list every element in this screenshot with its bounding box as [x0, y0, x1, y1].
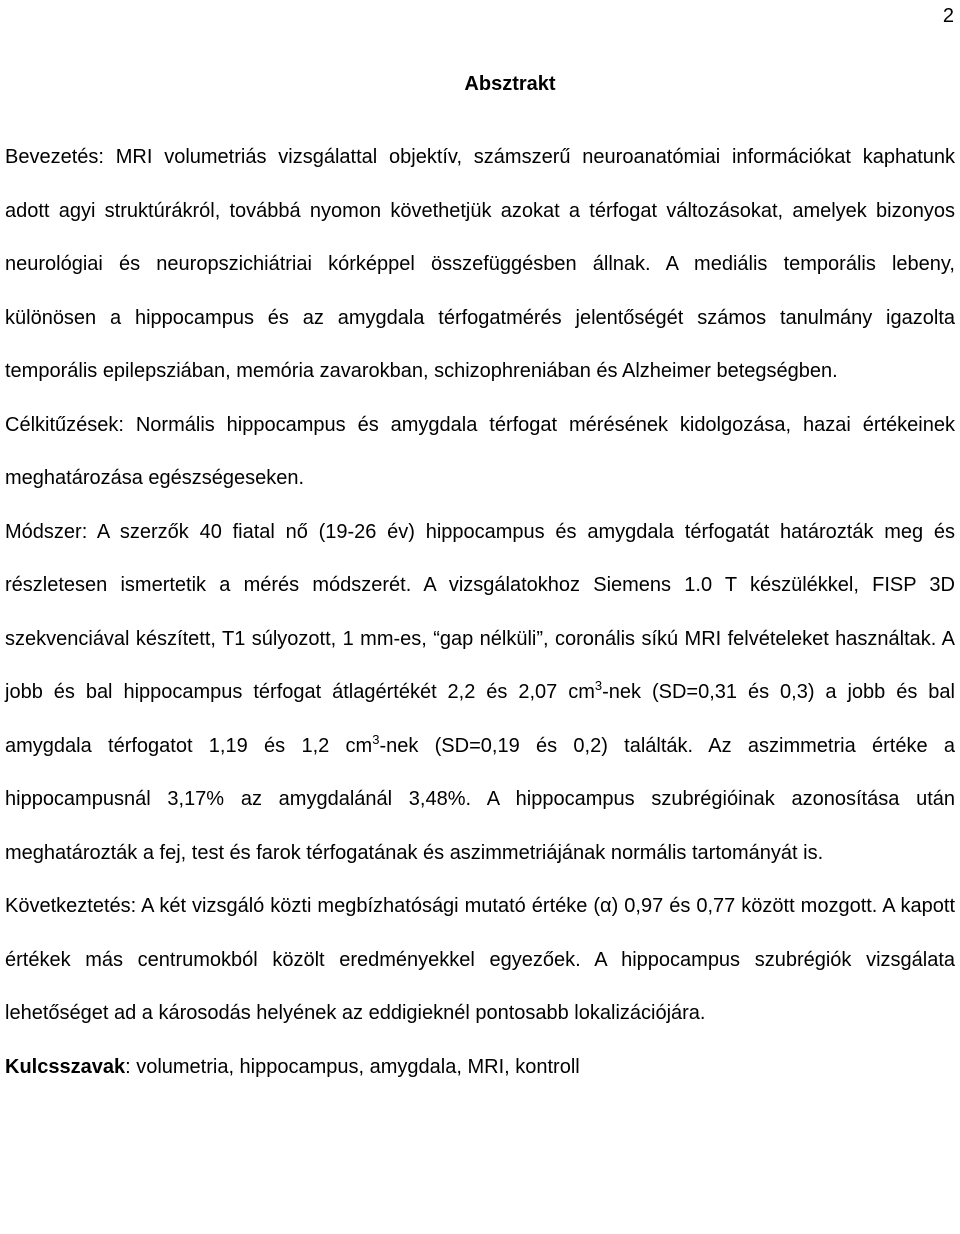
keywords-paragraph — [5, 1041, 955, 1095]
page-number: 2 — [942, 5, 954, 27]
methods-text-part1: Módszer: A szerzők 40 fiatal nő (19-26 év) hippocampus és amygdala térfogatát határozták meg és részletesen ismertetik a mérés módszerét. A vizsgálatokhoz Siemens 1.0 T készülékkel, FISP 3D szekvenciával készített, T1 súlyozott, 1 mm-es, “gap nélküli”, coronális síkú MRI felvételeket használtak. A jobb és bal hippocampus térfogat átlagértékét 2,2 és 2,07 cm — [5, 520, 955, 703]
introduction-paragraph: Bevezetés: MRI volumetriás vizsgálattal objektív, számszerű neuroanatómiai információkat kaphatunk adott agyi struktúrákról, továbbá nyomon követhetjük azokat a térfogat változásokat, amelyek bizonyos neurológiai és neuropszichiátriai kórképpel összefüggésben állnak. A mediális temporális lebeny, különösen a hippocampus és az amygdala térfogatmérés jelentőségét számos tanulmány igazolta temporális epilepsziában, memória zavarokban, schizophreniában és Alzheimer betegségben. — [5, 146, 955, 382]
keywords-label: Kulcsszavak — [5, 1055, 126, 1078]
methods-paragraph — [5, 506, 955, 881]
objectives-paragraph: Célkitűzések: Normális hippocampus és amygdala térfogat mérésének kidolgozása, hazai értékeinek meghatározása egészségeseken. — [5, 413, 955, 489]
abstract-body — [5, 131, 955, 1094]
methods-text-part2: -nek (SD=0,31 és 0,3) a jobb és bal amygdala térfogatot 1,19 és 1,2 cm — [5, 681, 955, 757]
cubic-superscript: 3 — [594, 678, 603, 693]
cubic-superscript: 3 — [372, 731, 380, 747]
methods-text-part3: -nek (SD=0,19 és 0,2) találták. Az aszimmetria értéke a hippocampusnál 3,17% az amygdalánál 3,48%. A hippocampus szubrégióinak azonosítása után meghatározták a fej, test és farok térfogatának és aszimmetriájának normális tartományát is. — [5, 734, 955, 864]
keywords-text: : volumetria, hippocampus, amygdala, MRI, kontroll — [125, 1055, 580, 1078]
abstract-title: Absztrakt — [464, 73, 556, 95]
conclusion-paragraph: Következtetés: A két vizsgáló közti megbízhatósági mutató értéke (α) 0,97 és 0,77 között mozgott. A kapott értékek más centrumokból közölt eredményekkel egyezőek. A hippocampus szubrégiók vizsgálata lehetőséget ad a károsodás helyének az eddigieknél pontosabb lokalizációjára. — [5, 895, 955, 1024]
